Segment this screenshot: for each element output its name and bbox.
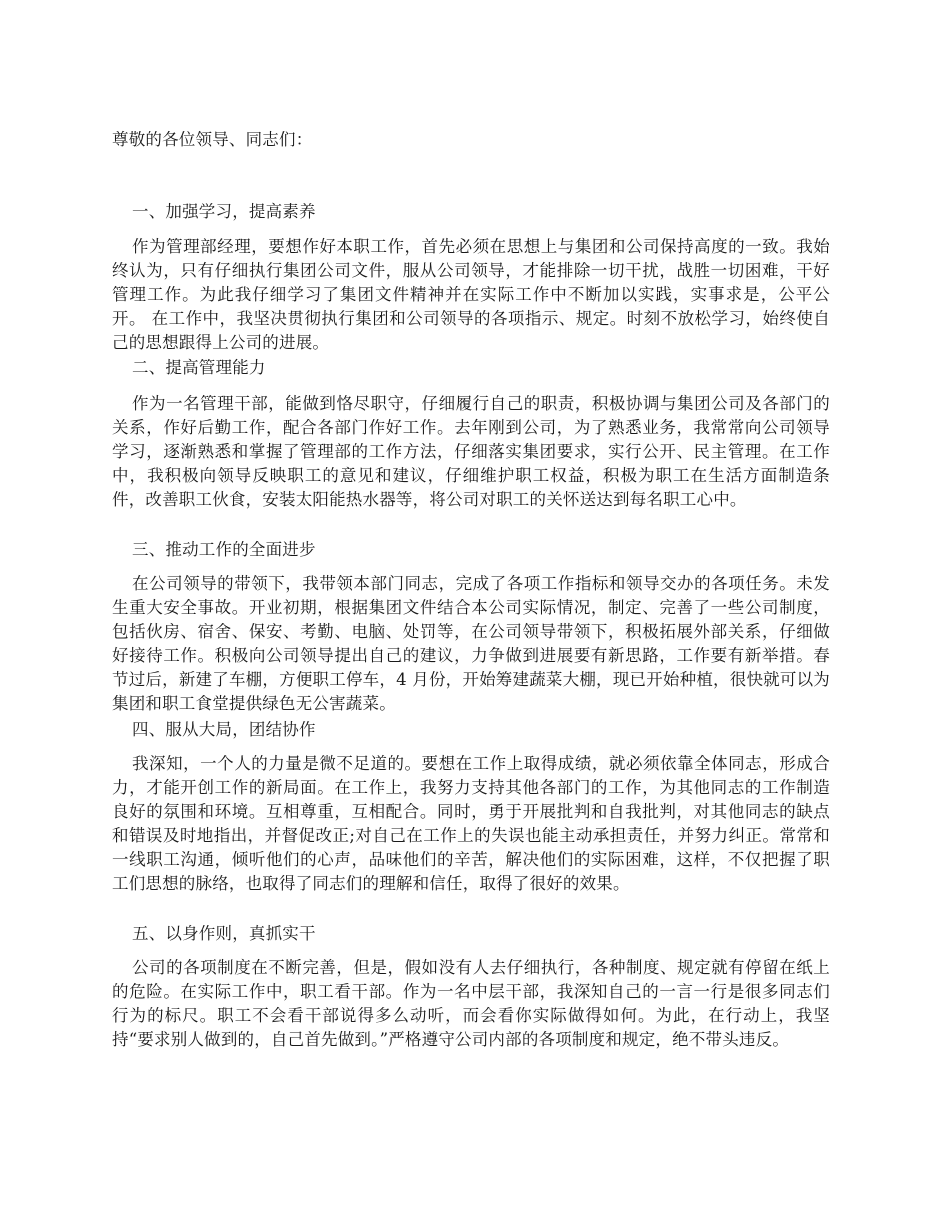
section-heading-3: 三、推动工作的全面进步 — [132, 540, 316, 559]
salutation: 尊敬的各位领导、同志们： — [112, 130, 313, 149]
section-body-5: 公司的各项制度在不断完善，但是，假如没有人去仔细执行，各种制度、规定就有停留在纸上的危险。在实际工作中，职工看干部。作为一名中层干部，我深知自己的一言一行是很多同志们行为的标尺。职工不会看干部说得多么动听，而会看你实际做得如何。为此，在行动上，我坚持“要求别人做到的，自己首先做到。”严格遵守公司内部的各项制度和规定，绝不带头违反。 — [112, 958, 830, 1049]
section-body-4: 我深知，一个人的力量是微不足道的。要想在工作上取得成绩，就必须依靠全体同志，形成合力，才能开创工作的新局面。在工作上，我努力支持其他各部门的工作，为其他同志的工作制造良好的氛围和环境。互相尊重，互相配合。同时，勇于开展批判和自我批判，对其他同志的缺点和错误及时地指出，并督促改正;对自己在工作上的失误也能主动承担责任，并努力纠正。常常和一线职工沟通，倾听他们的心声，品味他们的辛苦，解决他们的实际困难，这样，不仅把握了职工们思想的脉络，也取得了同志们的理解和信任，取得了很好的效果。 — [112, 754, 830, 893]
section-body-2: 作为一名管理干部，能做到恪尽职守，仔细履行自己的职责，积极协调与集团公司及各部门的关系，作好后勤工作，配合各部门作好工作。去年刚到公司，为了熟悉业务，我常常向公司领导学习，逐渐熟悉和掌握了管理部的工作方法，仔细落实集团要求，实行公开、民主管理。在工作中，我积极向领导反映职工的意见和建议，仔细维护职工权益，积极为职工在生活方面制造条件，改善职工伙食，安装太阳能热水器等，将公司对职工的关怀送达到每名职工心中。 — [112, 394, 830, 509]
section-heading-5: 五、以身作则，真抓实干 — [132, 924, 316, 943]
section-heading-1: 一、加强学习，提高素养 — [132, 202, 316, 221]
section-body-3: 在公司领导的带领下，我带领本部门同志，完成了各项工作指标和领导交办的各项任务。未发生重大安全事故。开业初期，根据集团文件结合本公司实际情况，制定、完善了一些公司制度，包括伙房、宿舍、保安、考勤、电脑、处罚等，在公司领导带领下，积极拓展外部关系，仔细做好接待工作。积极向公司领导提出自己的建议，力争做到进展要有新思路，工作要有新举措。春节过后，新建了车棚，方便职工停车，4 月份，开始筹建蔬菜大棚，现已开始种植，很快就可以为集团和职工食堂提供绿色无公害蔬菜。 — [112, 574, 830, 713]
section-heading-4: 四、服从大局，团结协作 — [132, 720, 316, 739]
section-heading-2: 二、提高管理能力 — [132, 358, 266, 377]
section-body-1: 作为管理部经理，要想作好本职工作，首先必须在思想上与集团和公司保持高度的一致。我始终认为，只有仔细执行集团公司文件，服从公司领导，才能排除一切干扰，战胜一切困难，干好管理工作。为此我仔细学习了集团文件精神并在实际工作中不断加以实践，实事求是，公平公开。 在工作中，我坚决贯彻执行集团和公司领导的各项指示、规定。时刻不放松学习，始终使自己的思想跟得上公司的进展。 — [112, 237, 830, 352]
